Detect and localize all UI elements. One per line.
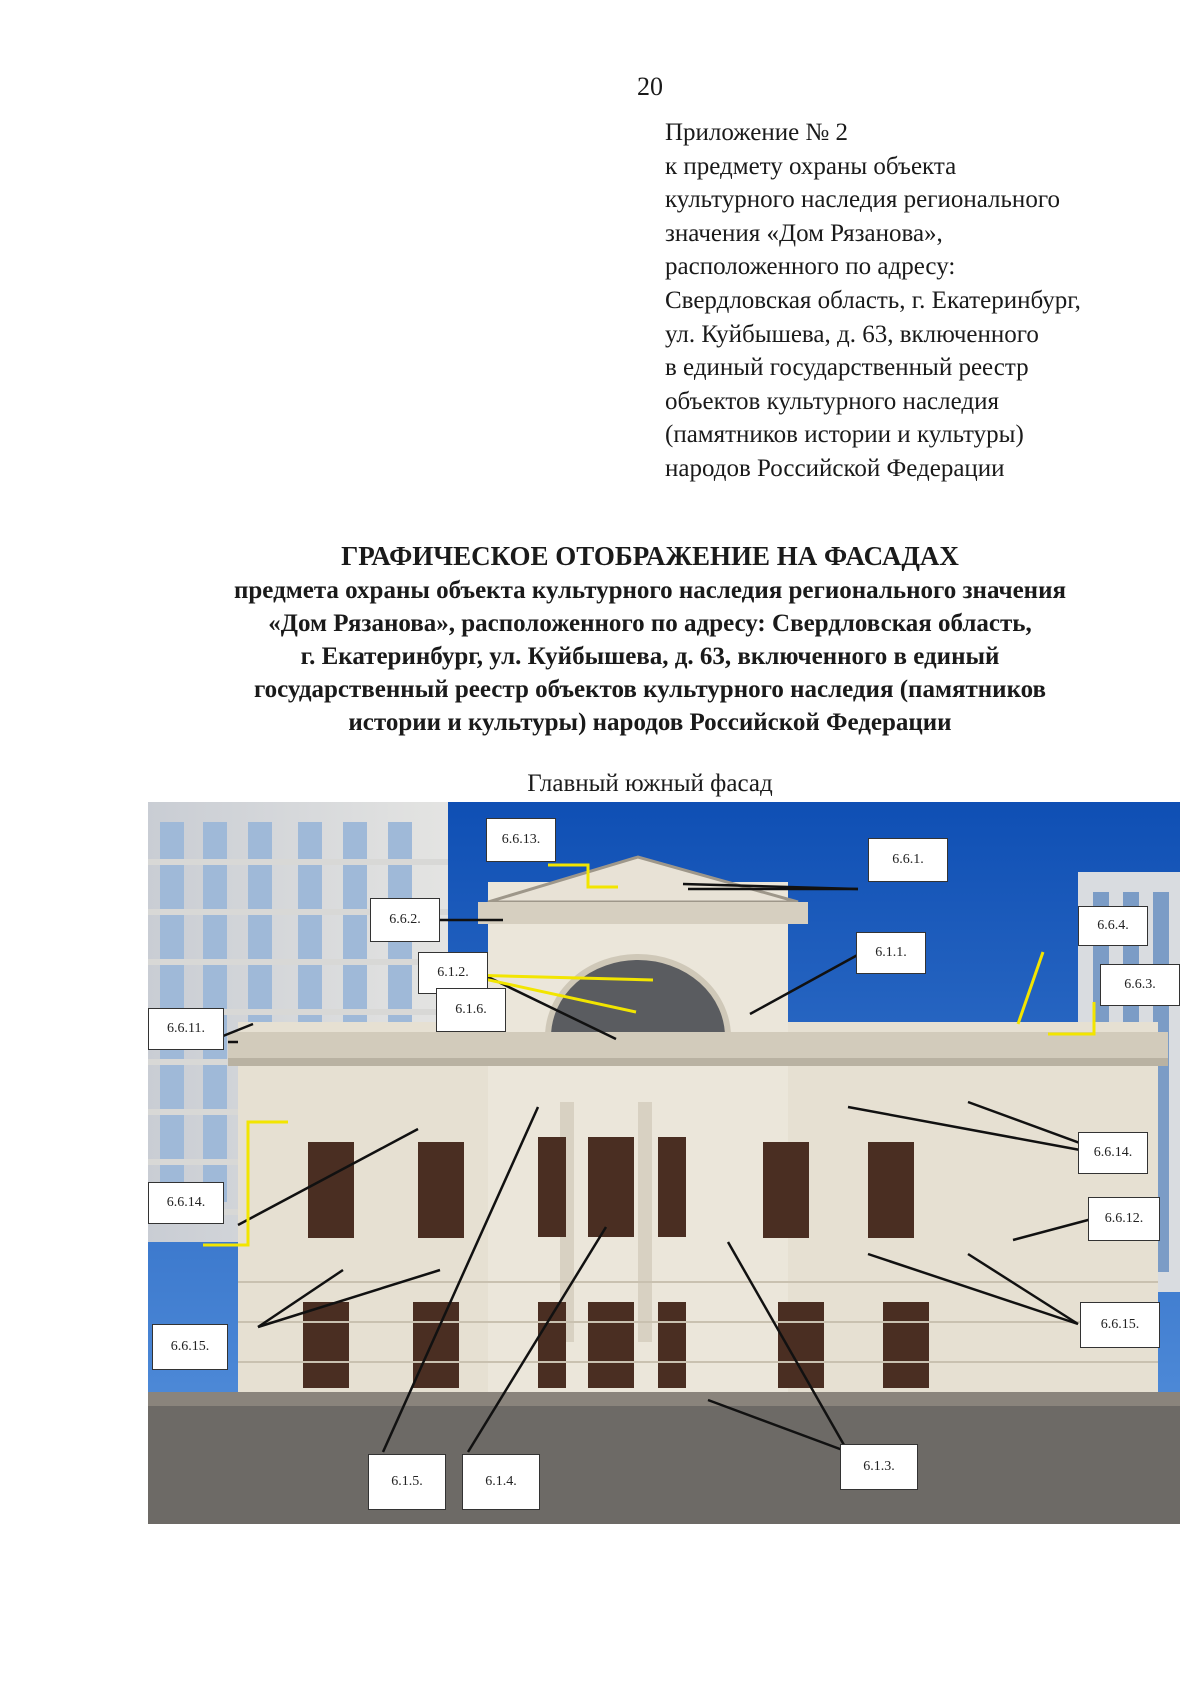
document-subtitle: [150, 574, 1150, 739]
callout-6.6.12: 6.6.12.: [1088, 1197, 1160, 1241]
facade-illustration: [148, 802, 1180, 1524]
subtitle-line: истории и культуры) народов Российской Федерации: [348, 709, 952, 736]
callout-6.6.13: 6.6.13.: [486, 818, 556, 862]
appendix-block: [665, 116, 1185, 486]
callout-6.6.1: 6.6.1.: [868, 838, 948, 882]
page-number: 20: [637, 72, 663, 101]
callout-6.1.6: 6.1.6.: [436, 988, 506, 1032]
callout-6.1.3: 6.1.3.: [840, 1444, 918, 1490]
document-title: ГРАФИЧЕСКОЕ ОТОБРАЖЕНИЕ НА ФАСАДАХ: [341, 541, 959, 571]
callout-6.1.4: 6.1.4.: [462, 1454, 540, 1510]
callout-6.6.11: 6.6.11.: [148, 1008, 224, 1050]
appendix-line: к предмету охраны объекта: [665, 152, 957, 180]
appendix-line: в единый государственный реестр: [665, 354, 1029, 382]
appendix-line: значения «Дом Рязанова»,: [665, 219, 943, 247]
subtitle-line: государственный реестр объектов культурного наследия (памятников: [253, 676, 1047, 703]
appendix-line: расположенного по адресу:: [665, 253, 956, 281]
callout-6.6.14-right: 6.6.14.: [1078, 1132, 1148, 1174]
callout-6.6.2: 6.6.2.: [370, 898, 440, 942]
subtitle-line: предмета охраны объекта культурного наследия регионального значения: [234, 577, 1066, 604]
street: [148, 1392, 1180, 1524]
callout-6.1.5: 6.1.5.: [368, 1454, 446, 1510]
callout-6.6.4: 6.6.4.: [1078, 906, 1148, 946]
appendix-line: ул. Куйбышева, д. 63, включенного: [665, 320, 1039, 348]
callout-6.6.15-left: 6.6.15.: [152, 1324, 228, 1370]
callout-6.1.2: 6.1.2.: [418, 952, 488, 994]
callout-6.6.3: 6.6.3.: [1100, 964, 1180, 1006]
appendix-line: народов Российской Федерации: [665, 454, 1005, 482]
callout-6.1.1: 6.1.1.: [856, 932, 926, 974]
callout-6.6.14-left: 6.6.14.: [148, 1182, 224, 1224]
facade-photo: [148, 802, 1180, 1524]
appendix-line: Приложение № 2: [665, 119, 849, 146]
subtitle-line: г. Екатеринбург, ул. Куйбышева, д. 63, включенного в единый: [300, 643, 1000, 670]
subtitle-line: «Дом Рязанова», расположенного по адресу: Свердловская область,: [268, 610, 1032, 637]
facade-caption: Главный южный фасад: [527, 770, 773, 797]
appendix-line: объектов культурного наследия: [665, 387, 999, 415]
appendix-line: (памятников истории и культуры): [665, 421, 1024, 449]
appendix-line: культурного наследия регионального: [665, 186, 1060, 214]
callout-6.6.15-right: 6.6.15.: [1080, 1302, 1160, 1348]
appendix-line: Свердловская область, г. Екатеринбург,: [665, 286, 1081, 314]
